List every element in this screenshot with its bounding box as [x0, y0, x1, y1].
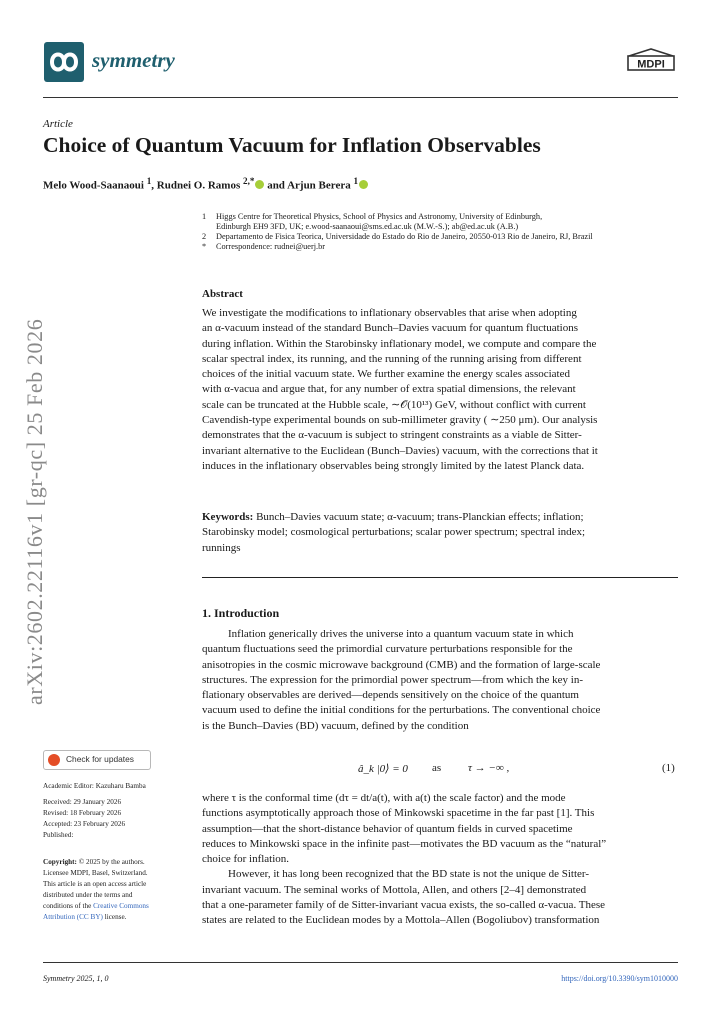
abstract-heading: Abstract [202, 288, 243, 300]
check-updates-icon [48, 754, 60, 766]
license-link[interactable]: Creative Commons [93, 902, 149, 910]
equation-number: (1) [662, 762, 675, 774]
academic-editor: Academic Editor: Kazuharu Bamba [43, 782, 146, 790]
article-type: Article [43, 118, 73, 130]
footer-citation: Symmetry 2025, 1, 0 [43, 974, 109, 983]
author-affiliation: 1 [146, 176, 152, 186]
author-list: Melo Wood-Saanaoui $^1$, Rudnei O. Ramos $^{2,*}$ and Arjun Berera $^1$ [43, 176, 368, 192]
author-name: Rudnei O. Ramos [156, 179, 241, 192]
orcid-icon[interactable] [359, 180, 368, 189]
intro-paragraph-1: Inflation generically drives the universe into a quantum vacuum state in which quantum fluctuations seed the primordial curvature perturbations responsible for the anisotropies in the cosmic microwave background (CMB) and the formation of large-scale structures. The expression for the primordial power spectrum—from which the key in- flationary observables are derived—depends sensitively on the choice of the quantum vacuum used to define the initial conditions for the perturbations. The conventional choice is the Bunch–Davies (BD) vacuum, defined by the condition [202, 628, 601, 732]
header-rule [43, 97, 678, 98]
journal-logo-icon [44, 42, 84, 82]
page-title: Choice of Quantum Vacuum for Inflation Observables [43, 133, 541, 157]
equation-rhs: τ → −∞ , [468, 762, 510, 774]
equation-as: as [432, 762, 442, 774]
equation-lhs: â_k |0⟩ = 0 [358, 763, 408, 775]
section-heading: 1. Introduction [202, 606, 280, 620]
doi-link[interactable]: https://doi.org/10.3390/sym1010000 [561, 974, 678, 983]
mdpi-logo-icon [626, 46, 676, 74]
abstract-rule [202, 577, 678, 578]
author-affiliation: 2,* [242, 176, 255, 186]
publication-dates: Received: 29 January 2026 Revised: 18 February 2026 Accepted: 23 February 2026 Published: [43, 798, 126, 839]
publisher-logo [626, 46, 676, 74]
journal-name: symmetry [92, 48, 175, 72]
footer-rule [43, 962, 678, 963]
author-affiliation: 1 [353, 176, 359, 186]
keywords: Keywords: Bunch–Davies vacuum state; α-vacuum; trans-Planckian effects; inflation; Starobinsky model; cosmological perturbations; scalar power spectrum; spectral index; runnings [202, 511, 586, 554]
author-name: Melo Wood-Saanaoui [43, 179, 144, 192]
arxiv-stamp: arXiv:2602.22116v1 [gr-qc] 25 Feb 2026 [22, 318, 47, 705]
license-link-cont[interactable]: Attribution (CC BY) [43, 913, 103, 921]
svg-text:MDPI: MDPI [637, 58, 665, 71]
journal-logo [44, 42, 84, 82]
check-for-updates-button[interactable] [43, 750, 151, 770]
check-updates-label: Check for updates [66, 754, 134, 764]
abstract-text: We investigate the modifications to inflationary observables that arise when adopting an α-vacuum instead of the standard Bunch–Davies vacuum for quantum fluctuations during inflation. Within the Starobinsky inflationary model, we compute and compare the scalar spectral index, its running, and the running of the running arising from different choices of the initial vacuum state. We further examine the energy scales associated with α-vacua and argue that, for any number of extra spatial dimensions, the relevant scale can be truncated at the Hubble scale, ∼𝒪(10¹³) GeV, without conflict with current Cavendish-type experimental bounds on sub-millimeter gravity ( ∼250 μm). Our analysis demonstrates that the α-vacuum is subject to stringent constraints as a viable de Sitter- invariant alternative to the Euclidean (Bunch–Davies) vacuum, with the corrections that it induces in the inflationary observables being strongly limited by the latest Planck data. [202, 307, 598, 472]
intro-paragraph-2: where τ is the conformal time (dτ = dt/a(t), with a(t) the scale factor) and the mode functions asymptotically approach those of Minkowski spacetime in the far past [1]. This assumption—that the short-distance behavior of quantum fields in curved spacetime reduces to Minkowski space in the infinite past—motivates the BD vacuum as the “natural” choice for inflation. However, it has long been recognized that the BD state is not the unique de Sitter- invariant vacuum. The seminal works of Mottola, Allen, and others [2–4] demonstrated that a one-parameter family of de Sitter-invariant vacua exists, the so-called α-vacua. These states are related to the Euclidean modes by a Mottola–Allen (Bogoliubov) transformation [202, 792, 607, 927]
author-name: Arjun Berera [287, 179, 351, 192]
keywords-label: Keywords: [202, 511, 254, 523]
copyright-notice: Copyright: © 2025 by the authors. Licensee MDPI, Basel, Switzerland. This article is an open access article distributed under the terms and conditions of the Creative Commons Attribution (CC BY) license. [43, 858, 149, 921]
